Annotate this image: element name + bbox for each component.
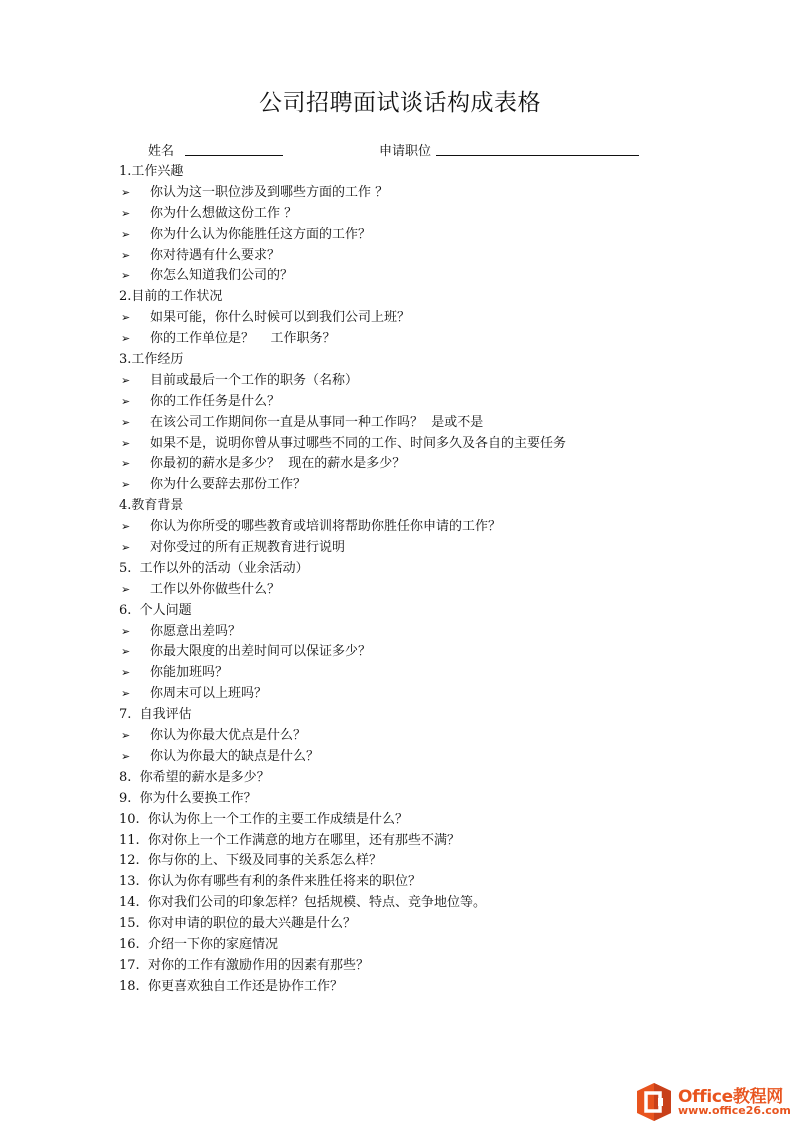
section-heading xyxy=(119,914,719,935)
section-heading xyxy=(119,601,719,622)
arrow-bullet-icon: ➢ xyxy=(121,457,131,471)
line-text: 7. 自我评估 xyxy=(119,707,192,723)
question-bullet xyxy=(119,538,719,559)
line-text: 8. 你希望的薪水是多少？ xyxy=(119,769,270,785)
section-heading xyxy=(119,287,719,308)
office-watermark xyxy=(636,1080,796,1124)
line-text: 11. 你对你上一个工作满意的地方在哪里，还有那些不满？ xyxy=(119,832,460,848)
line-text: 如果不是，说明你曾从事过哪些不同的工作、时间多久及各自的主要任务 xyxy=(150,435,567,451)
question-bullet xyxy=(119,580,719,601)
arrow-bullet-icon: ➢ xyxy=(121,206,131,220)
arrow-bullet-icon: ➢ xyxy=(121,185,131,199)
line-text: 5. 工作以外的活动（业余活动） xyxy=(119,560,309,576)
line-text: 你能加班吗？ xyxy=(150,665,229,681)
arrow-bullet-icon: ➢ xyxy=(121,749,131,763)
line-text: 15. 你对申请的职位的最大兴趣是什么？ xyxy=(119,916,356,932)
section-heading xyxy=(119,956,719,977)
arrow-bullet-icon: ➢ xyxy=(121,269,131,283)
question-bullet xyxy=(119,329,719,350)
office-logo-icon xyxy=(636,1082,672,1122)
line-text: 你对待遇有什么要求？ xyxy=(150,247,281,263)
line-text: 17. 对你的工作有激励作用的因素有那些？ xyxy=(119,957,369,973)
line-text: 工作以外你做些什么？ xyxy=(150,581,281,597)
line-text: 6. 个人问题 xyxy=(119,602,192,618)
section-heading xyxy=(119,935,719,956)
line-text: 10. 你认为你上一个工作的主要工作成绩是什么？ xyxy=(119,811,408,827)
line-text: 你认为你最大的缺点是什么？ xyxy=(150,748,320,764)
section-heading xyxy=(119,350,719,371)
arrow-bullet-icon: ➢ xyxy=(121,227,131,241)
arrow-bullet-icon: ➢ xyxy=(121,478,131,492)
section-heading xyxy=(119,831,719,852)
line-text: 4.教育背景 xyxy=(119,498,184,514)
watermark-name: Office教程网 xyxy=(678,1087,783,1107)
document-title: 公司招聘面试谈话构成表格 xyxy=(259,90,541,116)
section-heading xyxy=(119,893,719,914)
question-bullet xyxy=(119,308,719,329)
question-bullet xyxy=(119,225,719,246)
line-text: 你认为你所受的哪些教育或培训将帮助你胜任你申请的工作？ xyxy=(150,519,502,535)
arrow-bullet-icon: ➢ xyxy=(121,624,131,638)
line-text: 在该公司工作期间你一直是从事同一种工作吗？ 是或不是 xyxy=(150,414,484,430)
applicant-fields xyxy=(148,140,668,162)
section-heading xyxy=(119,162,719,183)
question-bullet xyxy=(119,454,719,475)
line-text: 你的工作单位是？ 工作职务？ xyxy=(150,331,336,347)
section-heading xyxy=(119,977,719,998)
arrow-bullet-icon: ➢ xyxy=(121,436,131,450)
line-text: 18. 你更喜欢独自工作还是协作工作？ xyxy=(119,978,343,994)
arrow-bullet-icon: ➢ xyxy=(121,666,131,680)
line-text: 14. 你对我们公司的印象怎样？包括规模、特点、竞争地位等。 xyxy=(119,895,486,911)
name-label: 姓名 xyxy=(148,144,175,159)
section-heading xyxy=(119,496,719,517)
arrow-bullet-icon: ➢ xyxy=(121,373,131,387)
section-heading xyxy=(119,851,719,872)
line-text: 你认为这一职位涉及到哪些方面的工作 ？ xyxy=(150,184,389,200)
line-text: 你怎么知道我们公司的？ xyxy=(150,268,294,284)
line-text: 你为什么要辞去那份工作？ xyxy=(150,477,307,493)
section-heading xyxy=(119,810,719,831)
question-bullet xyxy=(119,663,719,684)
question-bullet xyxy=(119,266,719,287)
arrow-bullet-icon: ➢ xyxy=(121,687,131,701)
position-label: 申请职位 xyxy=(379,144,432,159)
line-text: 16. 介绍一下你的家庭情况 xyxy=(119,936,278,952)
line-text: 12. 你与你的上、下级及同事的关系怎么样？ xyxy=(119,853,382,869)
arrow-bullet-icon: ➢ xyxy=(121,582,131,596)
question-bullet xyxy=(119,371,719,392)
name-blank-line xyxy=(185,155,283,156)
question-bullet xyxy=(119,392,719,413)
question-bullet xyxy=(119,726,719,747)
line-text: 13. 你认为你有哪些有利的条件来胜任将来的职位？ xyxy=(119,874,421,890)
question-bullet xyxy=(119,204,719,225)
line-text: 对你受过的所有正规教育进行说明 xyxy=(150,540,346,556)
question-bullet xyxy=(119,183,719,204)
question-bullet xyxy=(119,622,719,643)
section-heading xyxy=(119,872,719,893)
watermark-url: www.office26.com xyxy=(678,1104,791,1117)
question-bullet xyxy=(119,246,719,267)
line-text: 你认为你最大优点是什么？ xyxy=(150,728,307,744)
section-heading xyxy=(119,768,719,789)
line-text: 你最初的薪水是多少？ 现在的薪水是多少？ xyxy=(150,456,406,472)
question-bullet xyxy=(119,642,719,663)
line-text: 1.工作兴趣 xyxy=(119,164,184,179)
arrow-bullet-icon: ➢ xyxy=(121,729,131,743)
question-bullet xyxy=(119,747,719,768)
arrow-bullet-icon: ➢ xyxy=(121,311,131,325)
section-heading xyxy=(119,789,719,810)
line-text: 2.目前的工作状况 xyxy=(119,289,223,305)
section-heading xyxy=(119,559,719,580)
line-text: 3.工作经历 xyxy=(119,352,184,368)
question-bullet xyxy=(119,517,719,538)
question-list xyxy=(119,162,719,998)
line-text: 你周末可以上班吗？ xyxy=(150,686,268,702)
question-bullet xyxy=(119,475,719,496)
question-bullet xyxy=(119,434,719,455)
arrow-bullet-icon: ➢ xyxy=(121,541,131,555)
line-text: 目前或最后一个工作的职务（名称） xyxy=(150,372,359,388)
question-bullet xyxy=(119,413,719,434)
line-text: 9. 你为什么要换工作？ xyxy=(119,790,257,806)
line-text: 你愿意出差吗？ xyxy=(150,623,242,639)
arrow-bullet-icon: ➢ xyxy=(121,415,131,429)
arrow-bullet-icon: ➢ xyxy=(121,645,131,659)
question-bullet xyxy=(119,684,719,705)
arrow-bullet-icon: ➢ xyxy=(121,394,131,408)
line-text: 你最大限度的出差时间可以保证多少？ xyxy=(150,644,372,660)
arrow-bullet-icon: ➢ xyxy=(121,248,131,262)
arrow-bullet-icon: ➢ xyxy=(121,520,131,534)
position-blank-line xyxy=(436,155,639,156)
line-text: 你为什么想做这份工作 ？ xyxy=(150,205,298,221)
line-text: 你为什么认为你能胜任这方面的工作？ xyxy=(150,226,372,242)
section-heading xyxy=(119,705,719,726)
line-text: 你的工作任务是什么？ xyxy=(150,393,281,409)
arrow-bullet-icon: ➢ xyxy=(121,332,131,346)
line-text: 如果可能，你什么时候可以到我们公司上班？ xyxy=(150,310,411,326)
